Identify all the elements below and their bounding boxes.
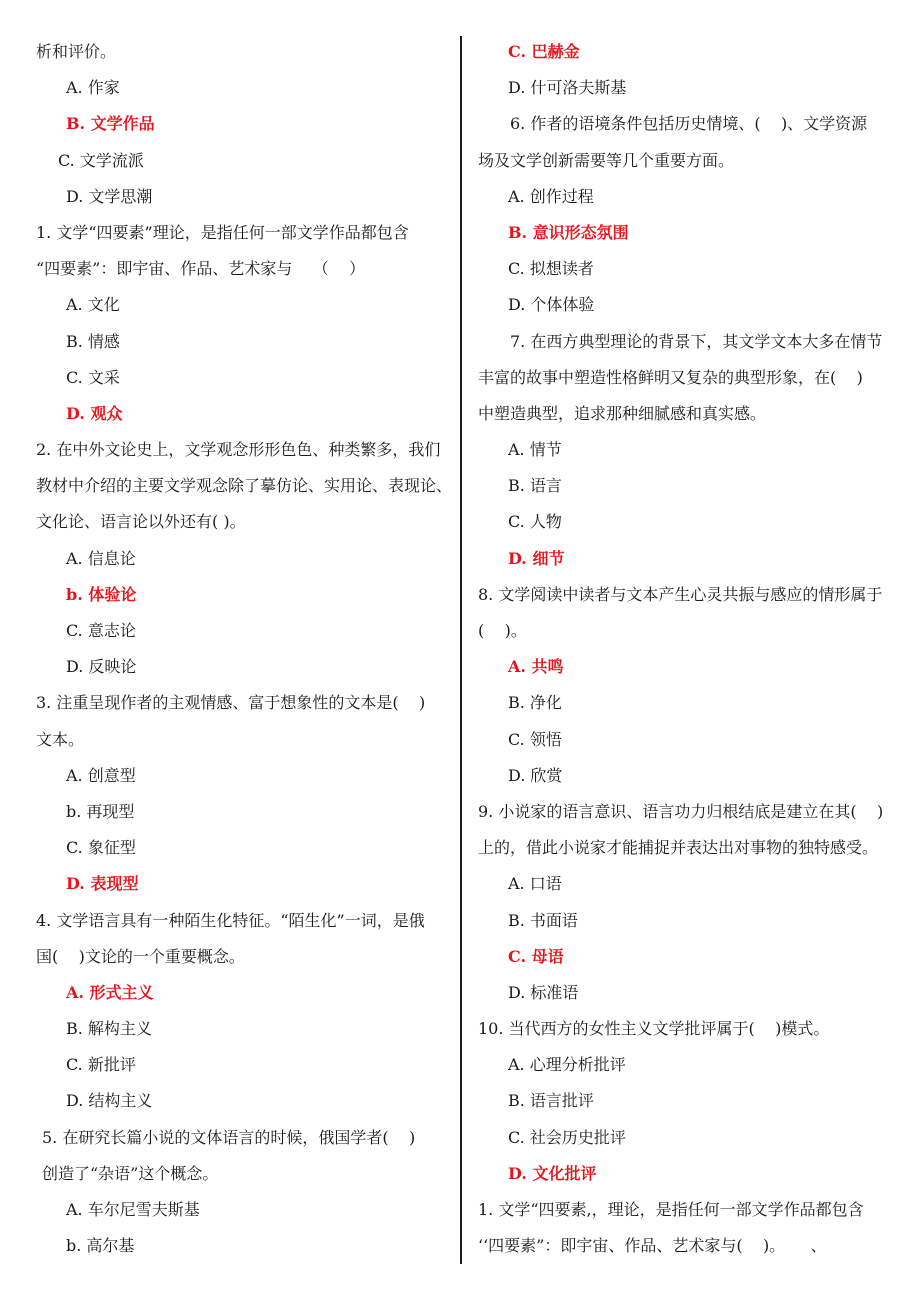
option-line: C. 文采 [66,367,120,387]
option-line: B. 书面语 [508,910,578,930]
question-line: 国( )文论的一个重要概念。 [36,946,245,966]
question-line: “四要素”：即宇宙、作品、艺术家与 （ ） [36,259,366,279]
question-line: 10. 当代西方的女性主义文学批评属于( )模式。 [478,1019,830,1039]
question-line: 6. 作者的语境条件包括历史情境、( )、文学资源 [510,114,868,134]
answer-option: b. 体验论 [66,584,137,604]
question-line: ( )。 [478,621,527,640]
option-line: B. 情感 [66,331,120,351]
question-line: 1. 文学“四要素”理论，是指任何一部文学作品都包含 [36,222,409,242]
option-line: D. 什可洛夫斯基 [508,78,627,98]
option-line: C. 意志论 [66,621,136,640]
question-line: 4. 文学语言具有一种陌生化特征。“陌生化”一词，是俄 [36,910,425,930]
question-line: 2. 在中外文论史上，文学观念形形色色、种类繁多，我们 [36,440,441,460]
question-line: ‘‘四要素”：即宇宙、作品、艺术家与( )。 、 [478,1236,827,1256]
option-line: C. 文学流派 [58,150,144,170]
option-line: B. 语言批评 [508,1091,594,1111]
option-line: C. 人物 [508,512,562,532]
question-line: 析和评价。 [36,42,117,61]
option-line: A. 信息论 [66,548,136,568]
option-line: B. 语言 [508,476,562,496]
option-line: D. 欣赏 [508,765,563,785]
question-line: 上的，借此小说家才能捕捉并表达出对事物的独特感受。 [478,838,879,858]
option-line: C. 象征型 [66,838,136,858]
question-line: 文本。 [36,729,85,749]
answer-option: B. 意识形态氛围 [508,222,629,242]
question-line: 文化论、语言论以外还有( )。 [36,512,246,532]
left-column [36,34,451,1264]
answer-option: D. 观众 [66,403,123,423]
option-line: C. 拟想读者 [508,259,594,279]
option-line: C. 社会历史批评 [508,1127,626,1147]
column-divider [460,36,462,1264]
option-line: A. 文化 [66,295,120,315]
option-line: A. 口语 [508,874,562,894]
question-line: 场及文学创新需要等几个重要方面。 [478,150,735,170]
option-line: A. 情节 [508,440,562,460]
option-line: D. 个体体验 [508,295,595,315]
option-line: D. 反映论 [66,657,137,677]
question-line: 1. 文学“四要素,，理论，是指任何一部文学作品都包含 [478,1200,864,1219]
answer-option: C. 母语 [508,946,564,966]
right-column [478,34,903,1264]
question-line: 8. 文学阅读中读者与文本产生心灵共振与感应的情形属于 [478,584,883,604]
answer-option: C. 巴赫金 [508,42,580,61]
question-line: 7. 在西方典型理论的背景下，其文学文本大多在情节 [510,331,883,351]
option-line: A. 车尔尼雪夫斯基 [66,1200,200,1219]
answer-option: D. 表现型 [66,874,139,894]
question-line: 丰富的故事中塑造性格鲜明又复杂的典型形象，在( ) [478,367,863,387]
option-line: A. 心理分析批评 [508,1055,626,1075]
option-line: B. 解构主义 [66,1019,152,1039]
option-line: D. 文学思潮 [66,186,153,206]
option-line: A. 作家 [66,78,120,98]
answer-option: D. 文化批评 [508,1163,597,1183]
option-line: C. 新批评 [66,1055,136,1075]
option-line: b. 再现型 [66,801,135,821]
option-line: C. 领悟 [508,729,562,749]
answer-option: D. 细节 [508,548,565,568]
option-line: D. 标准语 [508,982,579,1002]
answer-option: A. 共鸣 [508,657,564,677]
option-line: A. 创作过程 [508,186,594,206]
answer-option: A. 形式主义 [66,982,154,1002]
question-line: 创造了“杂语”这个概念。 [42,1163,219,1183]
question-line: 5. 在研究长篇小说的文体语言的时候，俄国学者( ) [42,1127,416,1147]
question-line: 教材中介绍的主要文学观念除了摹仿论、实用论、表现论、 [36,476,453,496]
option-line: D. 结构主义 [66,1091,153,1111]
option-line: A. 创意型 [66,765,136,785]
option-line: B. 净化 [508,693,562,713]
question-line: 9. 小说家的语言意识、语言功力归根结底是建立在其( ) [478,801,884,821]
question-line: 中塑造典型，追求那种细腻感和真实感。 [478,403,767,423]
option-line: b. 高尔基 [66,1236,135,1256]
question-line: 3. 注重呈现作者的主观情感、富于想象性的文本是( ) [36,693,426,713]
answer-option: B. 文学作品 [66,114,155,134]
